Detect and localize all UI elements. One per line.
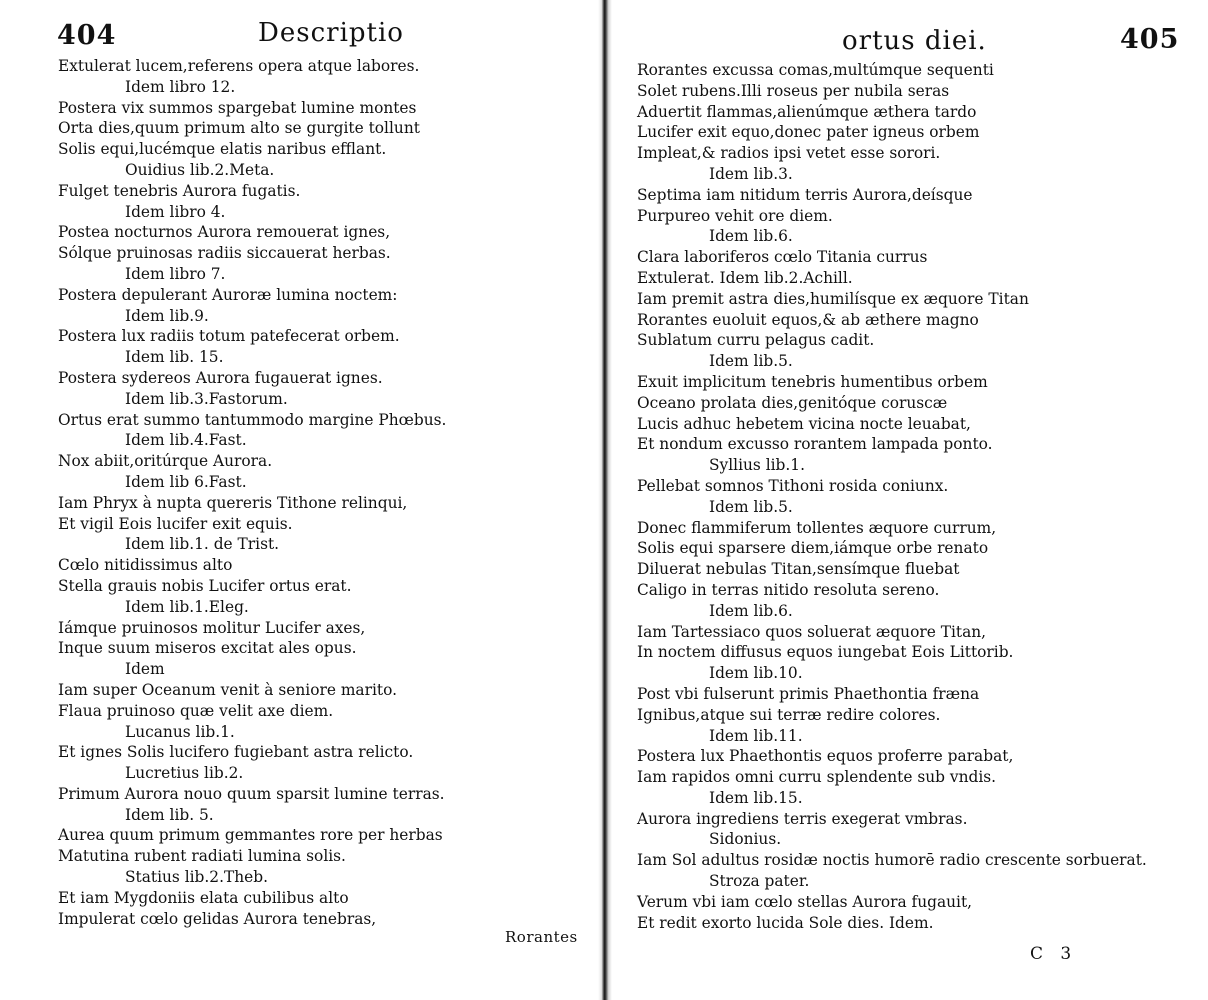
verse-line: Solet rubens.Illi roseus per nubila seras xyxy=(637,81,950,100)
signature-mark: C 3 xyxy=(1030,944,1078,964)
page-number: 404 xyxy=(57,20,117,51)
verse-list xyxy=(0,56,446,929)
verse-line: Verum vbi iam cœlo stellas Aurora fugauit, xyxy=(637,892,973,911)
source-citation: Idem lib.4.Fast. xyxy=(125,431,247,450)
source-citation: Idem lib 6.Fast. xyxy=(125,472,247,491)
verse-line: Fulget tenebris Aurora fugatis. xyxy=(58,181,301,200)
source-citation: Idem lib.15. xyxy=(709,788,803,807)
verse-line: Stella grauis nobis Lucifer ortus erat. xyxy=(58,576,352,595)
verse-line: Oceano prolata dies,genitóque coruscæ xyxy=(637,393,948,412)
page-number: 405 xyxy=(1120,24,1180,55)
source-citation: Stroza pater. xyxy=(709,872,810,891)
verse-line: Orta dies,quum primum alto se gurgite tollunt xyxy=(58,119,420,138)
verse-line: Rorantes excussa comas,multúmque sequenti xyxy=(637,61,994,79)
verse-line: Impulerat cœlo gelidas Aurora tenebras, xyxy=(58,909,377,928)
source-citation: Idem lib.1. de Trist. xyxy=(125,535,280,554)
verse-line: Iam rapidos omni curru splendente sub vndis. xyxy=(637,768,997,787)
catchword: Rorantes xyxy=(505,928,578,946)
source-citation: Idem lib.11. xyxy=(709,726,803,745)
source-citation: Statius lib.2.Theb. xyxy=(125,868,269,887)
verse-line: Extulerat. Idem lib.2.Achill. xyxy=(637,268,853,287)
verse-line: Iam Tartessiaco quos soluerat æquore Titan, xyxy=(637,622,987,641)
source-citation: Idem lib.9. xyxy=(125,306,209,325)
source-citation: Sidonius. xyxy=(709,830,782,849)
verse-line: Extulerat lucem,referens opera atque labores. xyxy=(58,57,420,75)
verse-line: Postera lux Phaethontis equos proferre parabat, xyxy=(637,747,1014,766)
verse-line: In noctem diffusus equos iungebat Eois Littorib. xyxy=(637,643,1014,662)
verse-line: Donec flammiferum tollentes æquore currum, xyxy=(637,518,997,537)
verse-line: Lucifer exit equo,donec pater igneus orbem xyxy=(637,123,980,142)
verse-line: Postera vix summos spargebat lumine montes xyxy=(58,98,417,117)
source-citation: Idem xyxy=(125,660,165,679)
verse-line: Iam premit astra dies,humilísque ex æquore Titan xyxy=(637,289,1029,308)
verse-line: Impleat,& radios ipsi vetet esse sorori. xyxy=(637,144,941,163)
verse-line: Sólque pruinosas radiis siccauerat herbas. xyxy=(58,244,391,263)
verse-line: Rorantes euoluit equos,& ab æthere magno xyxy=(637,310,979,329)
source-citation: Lucretius lib.2. xyxy=(125,764,244,783)
verse-line: Iam Sol adultus rosidæ noctis humorē radio crescente sorbuerat. xyxy=(637,851,1147,870)
source-citation: Idem lib.6. xyxy=(709,227,793,246)
left-page xyxy=(0,0,600,1000)
source-citation: Idem lib.1.Eleg. xyxy=(125,597,249,616)
verse-line: Exuit implicitum tenebris humentibus orbem xyxy=(637,372,988,391)
source-citation: Idem libro 4. xyxy=(125,202,226,221)
source-citation: Idem lib. 5. xyxy=(125,805,214,824)
verse-line: Et vigil Eois lucifer exit equis. xyxy=(58,514,293,533)
verse-line: Ortus erat summo tantummodo margine Phœbus. xyxy=(58,410,447,429)
verse-line: Et nondum excusso rorantem lampada ponto. xyxy=(637,435,993,454)
right-page xyxy=(612,0,1208,1000)
source-citation: Idem lib.5. xyxy=(709,352,793,371)
verse-line: Postera lux radiis totum patefecerat orbem. xyxy=(58,327,400,346)
verse-line: Nox abiit,oritúrque Aurora. xyxy=(58,452,273,471)
source-citation: Idem libro 12. xyxy=(125,77,236,96)
source-citation: Lucanus lib.1. xyxy=(125,722,235,741)
verse-line: Aduertit flammas,alienúmque æthera tardo xyxy=(637,102,977,121)
source-citation: Idem libro 7. xyxy=(125,264,226,283)
verse-line: Solis equi,lucémque elatis naribus efflant. xyxy=(58,140,387,159)
source-citation: Idem lib.3. xyxy=(709,164,793,183)
verse-line: Aurora ingrediens terris exegerat vmbras. xyxy=(637,809,968,828)
verse-line: Et iam Mygdoniis elata cubilibus alto xyxy=(58,888,349,907)
verse-line: Clara laboriferos cœlo Titania currus xyxy=(637,248,928,267)
source-citation: Idem lib.6. xyxy=(709,601,793,620)
verse-line: Pellebat somnos Tithoni rosida coniunx. xyxy=(637,476,949,495)
verse-line: Sublatum curru pelagus cadit. xyxy=(637,331,875,350)
source-citation: Idem lib. 15. xyxy=(125,348,224,367)
verse-line: Postea nocturnos Aurora remouerat ignes, xyxy=(58,223,391,242)
source-citation: Idem lib.10. xyxy=(709,664,803,683)
verse-line: Et redit exorto lucida Sole dies. Idem. xyxy=(637,913,934,932)
verse-line: Aurea quum primum gemmantes rore per herbas xyxy=(58,826,443,845)
source-citation: Ouidius lib.2.Meta. xyxy=(125,160,275,179)
verse-line: Inque suum miseros excitat ales opus. xyxy=(58,639,357,658)
verse-line: Lucis adhuc hebetem vicina nocte leuabat, xyxy=(637,414,971,433)
running-head: Descriptio xyxy=(258,18,404,48)
verse-line: Iam super Oceanum venit à seniore marito. xyxy=(58,680,397,699)
verse-line: Post vbi fulserunt primis Phaethontia fræna xyxy=(637,684,980,703)
verse-line: Postera depulerant Auroræ lumina noctem: xyxy=(58,285,398,304)
verse-line: Septima iam nitidum terris Aurora,deísque xyxy=(637,185,973,204)
verse-line: Purpureo vehit ore diem. xyxy=(637,206,833,225)
verse-line: Primum Aurora nouo quum sparsit lumine terras. xyxy=(58,784,445,803)
source-citation: Idem lib.5. xyxy=(709,497,793,516)
verse-line: Iámque pruinosos molitur Lucifer axes, xyxy=(58,618,366,637)
running-head: ortus diei. xyxy=(842,26,987,56)
verse-list xyxy=(612,60,1147,933)
verse-line: Matutina rubent radiati lumina solis. xyxy=(58,847,346,866)
source-citation: Idem lib.3.Fastorum. xyxy=(125,389,288,408)
book-gutter xyxy=(598,0,612,1000)
verse-line: Et ignes Solis lucifero fugiebant astra relicto. xyxy=(58,743,414,762)
verse-line: Cœlo nitidissimus alto xyxy=(58,556,233,575)
verse-line: Postera sydereos Aurora fugauerat ignes. xyxy=(58,368,383,387)
verse-line: Diluerat nebulas Titan,sensímque fluebat xyxy=(637,560,960,579)
verse-line: Caligo in terras nitido resoluta sereno. xyxy=(637,580,940,599)
verse-line: Ignibus,atque sui terræ redire colores. xyxy=(637,705,941,724)
source-citation: Syllius lib.1. xyxy=(709,456,805,475)
verse-line: Flaua pruinoso quæ velit axe diem. xyxy=(58,701,334,720)
verse-line: Iam Phryx à nupta quereris Tithone relinqui, xyxy=(58,493,408,512)
verse-line: Solis equi sparsere diem,iámque orbe renato xyxy=(637,539,989,558)
